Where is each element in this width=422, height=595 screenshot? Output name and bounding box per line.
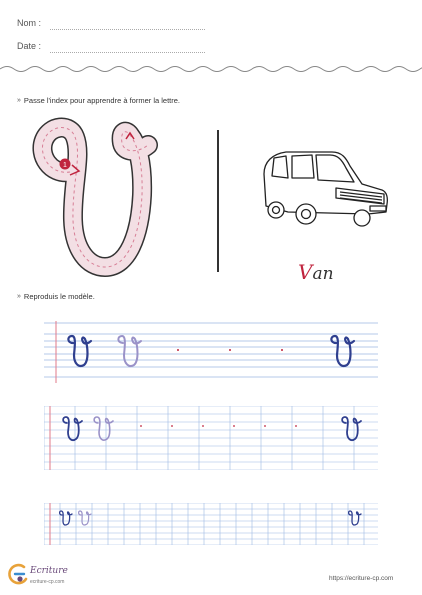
start-dot [177,349,179,351]
instruction-copy [17,292,95,301]
footer-url[interactable]: https://ecriture-cp.com [329,575,394,582]
instruction-trace [17,96,180,105]
start-dot [264,425,266,427]
guide-letter [79,511,91,525]
guide-letter [94,417,113,440]
van-icon [258,148,393,230]
arrow-icon: » [17,97,21,104]
start-dot [295,425,297,427]
start-dot [140,425,142,427]
model-letter [342,417,361,440]
name-field[interactable] [50,29,205,30]
writing-zone-medium[interactable] [44,406,378,470]
example-word-first-letter: V [298,260,313,284]
start-dot [281,349,283,351]
arrow-icon: » [17,293,21,300]
writing-zone-large[interactable] [44,321,378,383]
instruction-trace-text: Passe l'index pour apprendre à former la lettre. [23,96,181,105]
example-word [298,260,334,284]
date-label: Date : [17,41,42,51]
start-marker-label: 1 [63,162,67,169]
start-dot [171,425,173,427]
start-dot [202,425,204,427]
model-letter [60,511,72,525]
start-dot [229,349,231,351]
brand-logo-icon [6,561,32,587]
example-word-rest: an [312,264,334,284]
trace-letter-v[interactable] [30,115,170,280]
model-letter [331,336,354,366]
name-label: Nom : [17,18,42,28]
writing-zone-small[interactable] [44,503,378,545]
instruction-copy-text: Reproduis le modèle. [23,292,95,301]
model-letter [68,336,91,366]
start-dot [233,425,235,427]
brand-name: Ecriture [30,566,68,576]
vertical-divider [217,130,219,272]
date-field[interactable] [50,52,205,53]
brand-sub: ecriture-cp.com [30,579,65,585]
wavy-separator [0,62,422,76]
model-letter [349,511,361,525]
model-letter [63,417,82,440]
guide-letter [118,336,141,366]
